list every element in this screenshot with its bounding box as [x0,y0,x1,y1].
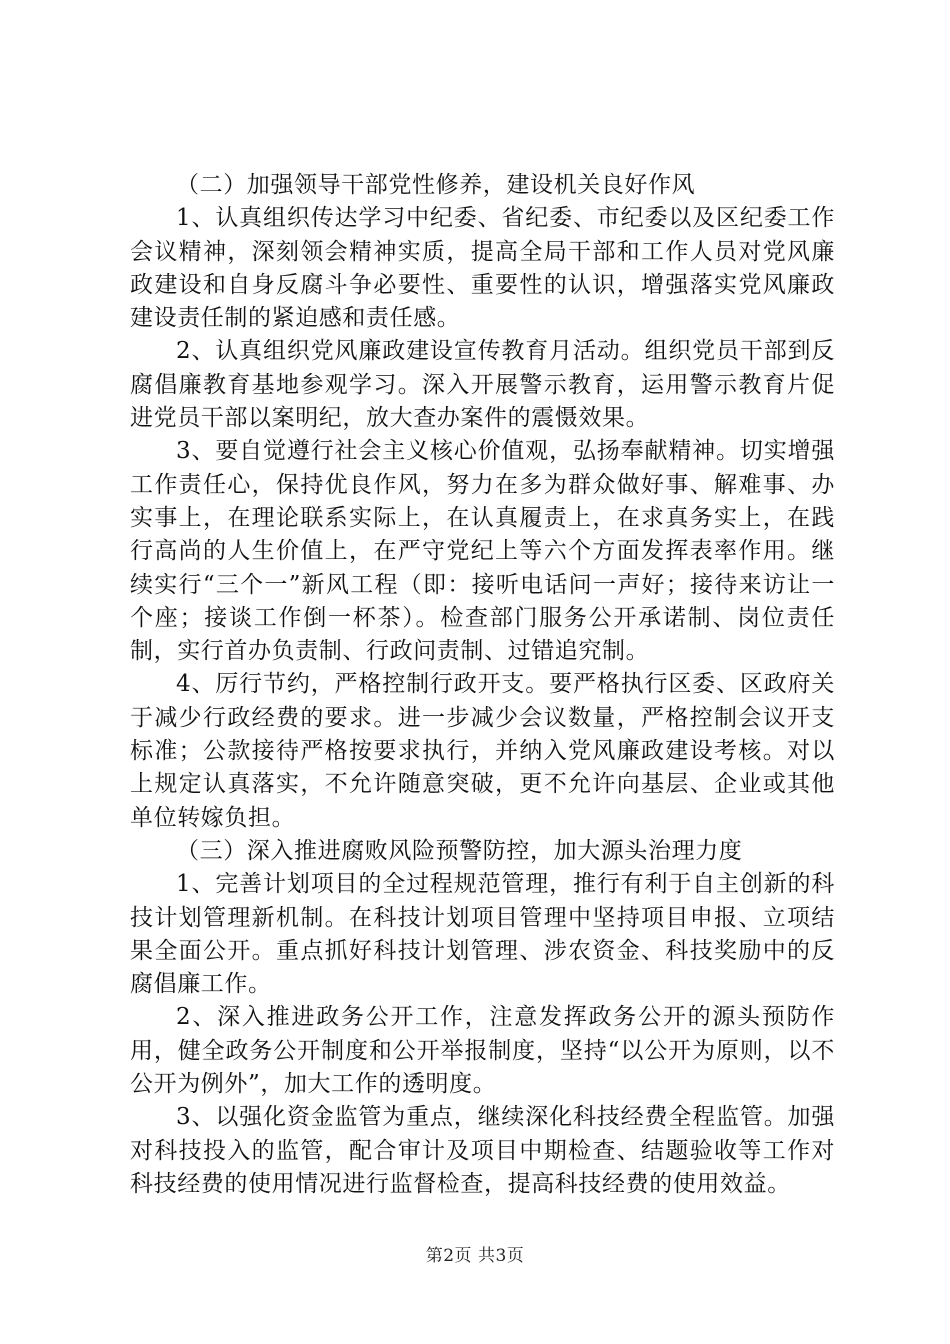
paragraph: 1、认真组织传达学习中纪委、省纪委、市纪委以及区纪委工作会议精神，深刻领会精神实质，提高全局干部和工作人员对党风廉政建设和自身反腐斗争必要性、重要性的认识，增强落实党风廉政建设责任制的紧迫感和责任感。 [130,205,835,332]
paragraph: 2、深入推进政务公开工作，注意发挥政务公开的源头预防作用，健全政务公开制度和公开举报制度，坚持“以公开为原则，以不公开为例外”，加大工作的透明度。 [130,1004,835,1098]
section-heading-3: （三）深入推进腐败风险预警防控，加大源头治理力度 [176,837,743,864]
paragraph: 1、完善计划项目的全过程规范管理，推行有利于自主创新的科技计划管理新机制。在科技计划项目管理中坚持项目申报、立项结果全面公开。重点抓好科技计划管理、涉农资金、科技奖励中的反腐倡廉工作。 [130,871,835,998]
section-heading-2: （二）加强领导干部党性修养，建设机关良好作风 [176,172,696,198]
paragraph: 4、厉行节约，严格控制行政开支。要严格执行区委、区政府关于减少行政经费的要求。进一步减少会议数量，严格控制会议开支标准；公款接待严格按要求执行，并纳入党风廉政建设考核。对以上规定认真落实，不允许随意突破，更不允许向基层、企业或其他单位转嫁负担。 [130,671,835,831]
paragraph: 2、认真组织党风廉政建设宣传教育月活动。组织党员干部到反腐倡廉教育基地参观学习。深入开展警示教育，运用警示教育片促进党员干部以案明纪，放大查办案件的震慑效果。 [130,338,835,432]
page-number-footer: 第2页 共3页 [425,1246,525,1266]
paragraph: 3、以强化资金监管为重点，继续深化科技经费全程监管。加强对科技投入的监管，配合审计及项目中期检查、结题验收等工作对科技经费的使用情况进行监督检查，提高科技经费的使用效益。 [130,1104,835,1197]
document-body [130,169,835,1201]
paragraph: 3、要自觉遵行社会主义核心价值观，弘扬奉献精神。切实增强工作责任心，保持优良作风，努力在多为群众做好事、解难事、办实事上，在理论联系实际上，在认真履责上，在求真务实上，在践行高尚的人生价值上，在严守党纪上等六个方面发挥表率作用。继续实行“三个一”新风工程（即：接听电话问一声好；接待来访让一个座；接谈工作倒一杯茶）。检查部门服务公开承诺制、岗位责任制，实行首办负责制、行政问责制、过错追究制。 [130,438,835,665]
